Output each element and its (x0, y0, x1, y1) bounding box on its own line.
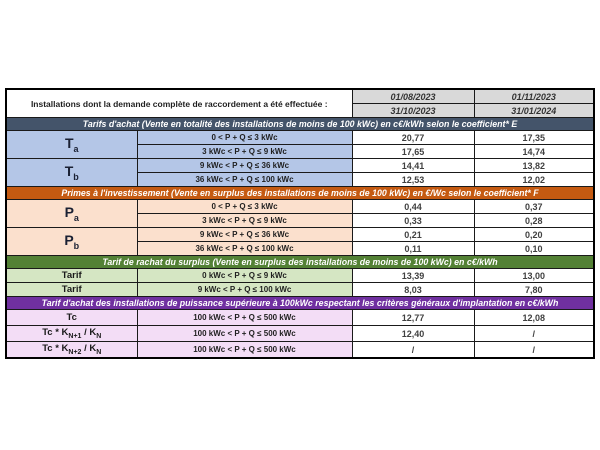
label-sub: b (73, 171, 79, 182)
label-sub: a (73, 212, 79, 223)
row-label-ta (6, 131, 137, 159)
label-sub: b (73, 240, 80, 251)
value-cell: 8,03 (352, 283, 474, 297)
condition-cell: 9 kWc < P + Q ≤ 36 kWc (137, 159, 352, 173)
condition-cell: 9 kWc < P + Q ≤ 100 kWc (137, 283, 352, 297)
label-base: / K (81, 327, 97, 339)
period-1-start-date: 01/08/2023 (352, 89, 474, 104)
condition-cell: 3 kWc < P + Q ≤ 9 kWc (137, 214, 352, 228)
label-base: Tc (66, 312, 77, 323)
value-cell: 13,82 (474, 159, 594, 173)
value-cell: 13,39 (352, 269, 474, 283)
condition-cell: 0 kWc < P + Q ≤ 9 kWc (137, 269, 352, 283)
condition-cell: 36 kWc < P + Q ≤ 100 kWc (137, 242, 352, 256)
row-label-tc-kn1 (6, 326, 137, 342)
tariff-table (5, 88, 595, 359)
label-base: T (64, 135, 74, 152)
condition-cell: 100 kWc < P + Q ≤ 500 kWc (137, 310, 352, 326)
period-1-end-date: 31/10/2023 (352, 104, 474, 118)
value-cell: 0,33 (352, 214, 474, 228)
value-cell: 0,10 (474, 242, 594, 256)
value-cell: 7,80 (474, 283, 594, 297)
label-base: / K (81, 343, 97, 355)
value-cell: / (474, 326, 594, 342)
value-cell: 13,00 (474, 269, 594, 283)
value-cell: 12,08 (474, 310, 594, 326)
value-cell: 17,65 (352, 145, 474, 159)
value-cell: 12,53 (352, 173, 474, 187)
row-label-tc (6, 310, 137, 326)
value-cell: 17,35 (474, 131, 594, 145)
value-cell: 0,37 (474, 200, 594, 214)
period-2-end-date: 31/01/2024 (474, 104, 594, 118)
value-cell: 0,44 (352, 200, 474, 214)
label-sub: a (73, 143, 79, 154)
row-label-tb (6, 159, 137, 187)
value-cell: 20,77 (352, 131, 474, 145)
label-sub: N+1 (68, 332, 82, 340)
label-base: T (64, 163, 74, 180)
row-label-tarif: Tarif (6, 269, 137, 283)
value-cell: 0,20 (474, 228, 594, 242)
section-title-primes: Primes à l'investissement (Vente en surplus des installations de moins de 100 kWc) en €/Wc selon le coefficient* F (6, 187, 594, 200)
condition-cell: 9 kWc < P + Q ≤ 36 kWc (137, 228, 352, 242)
value-cell: 12,02 (474, 173, 594, 187)
condition-cell: 100 kWc < P + Q ≤ 500 kWc (137, 342, 352, 359)
value-cell: / (474, 342, 594, 359)
condition-cell: 100 kWc < P + Q ≤ 500 kWc (137, 326, 352, 342)
condition-cell: 0 < P + Q ≤ 3 kWc (137, 131, 352, 145)
condition-cell: 0 < P + Q ≤ 3 kWc (137, 200, 352, 214)
value-cell: 0,21 (352, 228, 474, 242)
value-cell: 0,11 (352, 242, 474, 256)
label-sub: N+2 (68, 348, 82, 356)
label-base: P (64, 204, 74, 221)
period-2-start-date: 01/11/2023 (474, 89, 594, 104)
table-title: Installations dont la demande complète de raccordement a été effectuée : (6, 89, 352, 118)
value-cell: 12,77 (352, 310, 474, 326)
section-title-grandes-installations: Tarif d'achat des installations de puissance supérieure à 100kWc respectant les critères généraux d'implantation en c€/kWh (6, 297, 594, 310)
label-sub: N (96, 348, 102, 356)
value-cell: 14,74 (474, 145, 594, 159)
label-base: Tc * K (42, 343, 69, 355)
label-sub: N (96, 332, 102, 340)
section-title-rachat-surplus: Tarif de rachat du surplus (Vente en surplus des installations de moins de 100 kWc) en c€/kWh (6, 256, 594, 269)
section-title-tarifs-achat: Tarifs d'achat (Vente en totalité des installations de moins de 100 kWc) en c€/kWh selon le coefficient* E (6, 118, 594, 131)
value-cell: 0,28 (474, 214, 594, 228)
label-base: P (64, 232, 74, 249)
row-label-pb (6, 228, 137, 256)
value-cell: 14,41 (352, 159, 474, 173)
value-cell: / (352, 342, 474, 359)
label-base: Tc * K (42, 327, 69, 339)
value-cell: 12,40 (352, 326, 474, 342)
row-label-tc-kn2 (6, 342, 137, 359)
row-label-pa (6, 200, 137, 228)
row-label-tarif: Tarif (6, 283, 137, 297)
condition-cell: 36 kWc < P + Q ≤ 100 kWc (137, 173, 352, 187)
condition-cell: 3 kWc < P + Q ≤ 9 kWc (137, 145, 352, 159)
